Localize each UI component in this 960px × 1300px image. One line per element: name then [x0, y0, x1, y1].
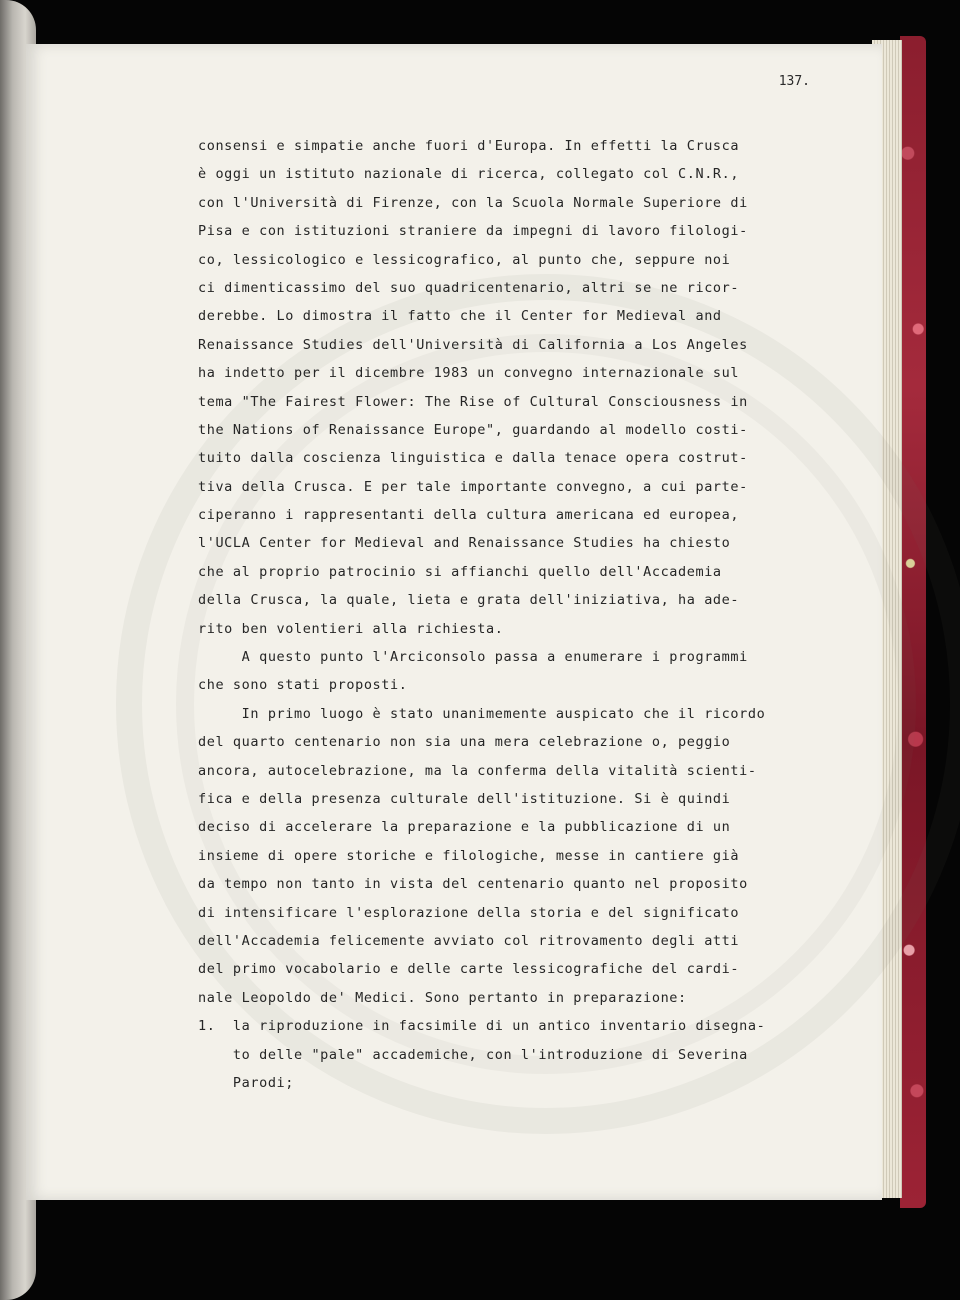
text-line: ci dimenticassimo del suo quadricentenario, altri se ne ricor-	[198, 279, 740, 296]
text-line: Pisa e con istituzioni straniere da impegni di lavoro filologi-	[198, 223, 748, 240]
body-text	[198, 132, 808, 1097]
text-line: In primo luogo è stato unanimemente auspicato che il ricordo	[198, 705, 766, 722]
page-number: 137.	[778, 74, 810, 89]
list-item-line: Parodi;	[198, 1074, 295, 1091]
list-item-line: to delle "pale" accademiche, con l'introduzione di Severina	[198, 1046, 748, 1063]
text-line: co, lessicologico e lessicografico, al punto che, seppure noi	[198, 251, 731, 268]
text-line: tiva della Crusca. E per tale importante convegno, a cui parte-	[198, 478, 748, 495]
text-line: tuito dalla coscienza linguistica e dalla tenace opera costrut-	[198, 450, 748, 467]
text-line: che sono stati proposti.	[198, 677, 408, 694]
text-line: di intensificare l'esplorazione della storia e del significato	[198, 904, 740, 921]
text-line: del primo vocabolario e delle carte lessicografiche del cardi-	[198, 961, 740, 978]
text-line: insieme di opere storiche e filologiche, messe in cantiere già	[198, 847, 740, 864]
text-line: dell'Accademia felicemente avviato col ritrovamento degli atti	[198, 932, 740, 949]
text-line: the Nations of Renaissance Europe", guardando al modello costi-	[198, 421, 748, 438]
text-line: derebbe. Lo dimostra il fatto che il Center for Medieval and	[198, 308, 722, 325]
text-line: Renaissance Studies dell'Università di California a Los Angeles	[198, 336, 748, 353]
text-line: da tempo non tanto in vista del centenario quanto nel proposito	[198, 876, 748, 893]
text-line: consensi e simpatie anche fuori d'Europa. In effetti la Crusca	[198, 138, 740, 154]
list-item-line: 1. la riproduzione in facsimile di un antico inventario disegna-	[198, 1018, 766, 1035]
text-line: ha indetto per il dicembre 1983 un convegno internazionale sul	[198, 365, 740, 382]
book-page	[26, 44, 882, 1200]
text-line: con l'Università di Firenze, con la Scuola Normale Superiore di	[198, 194, 748, 211]
text-line: deciso di accelerare la preparazione e la pubblicazione di un	[198, 819, 731, 836]
text-line: ciperanno i rappresentanti della cultura americana ed europea,	[198, 507, 740, 524]
text-line: tema "The Fairest Flower: The Rise of Cultural Consciousness in	[198, 393, 748, 410]
text-line: fica e della presenza culturale dell'istituzione. Si è quindi	[198, 790, 731, 807]
text-line: che al proprio patrocinio si affianchi quello dell'Accademia	[198, 563, 722, 580]
text-line: del quarto centenario non sia una mera celebrazione o, peggio	[198, 734, 731, 751]
text-line: l'UCLA Center for Medieval and Renaissance Studies ha chiesto	[198, 535, 731, 552]
text-line: A questo punto l'Arciconsolo passa a enumerare i programmi	[198, 649, 748, 666]
text-line: rito ben volentieri alla richiesta.	[198, 620, 504, 637]
text-line: è oggi un istituto nazionale di ricerca, collegato col C.N.R.,	[198, 166, 740, 183]
text-line: ancora, autocelebrazione, ma la conferma della vitalità scienti-	[198, 762, 757, 779]
text-line: nale Leopoldo de' Medici. Sono pertanto in preparazione:	[198, 989, 687, 1006]
text-line: della Crusca, la quale, lieta e grata dell'iniziativa, ha ade-	[198, 592, 740, 609]
